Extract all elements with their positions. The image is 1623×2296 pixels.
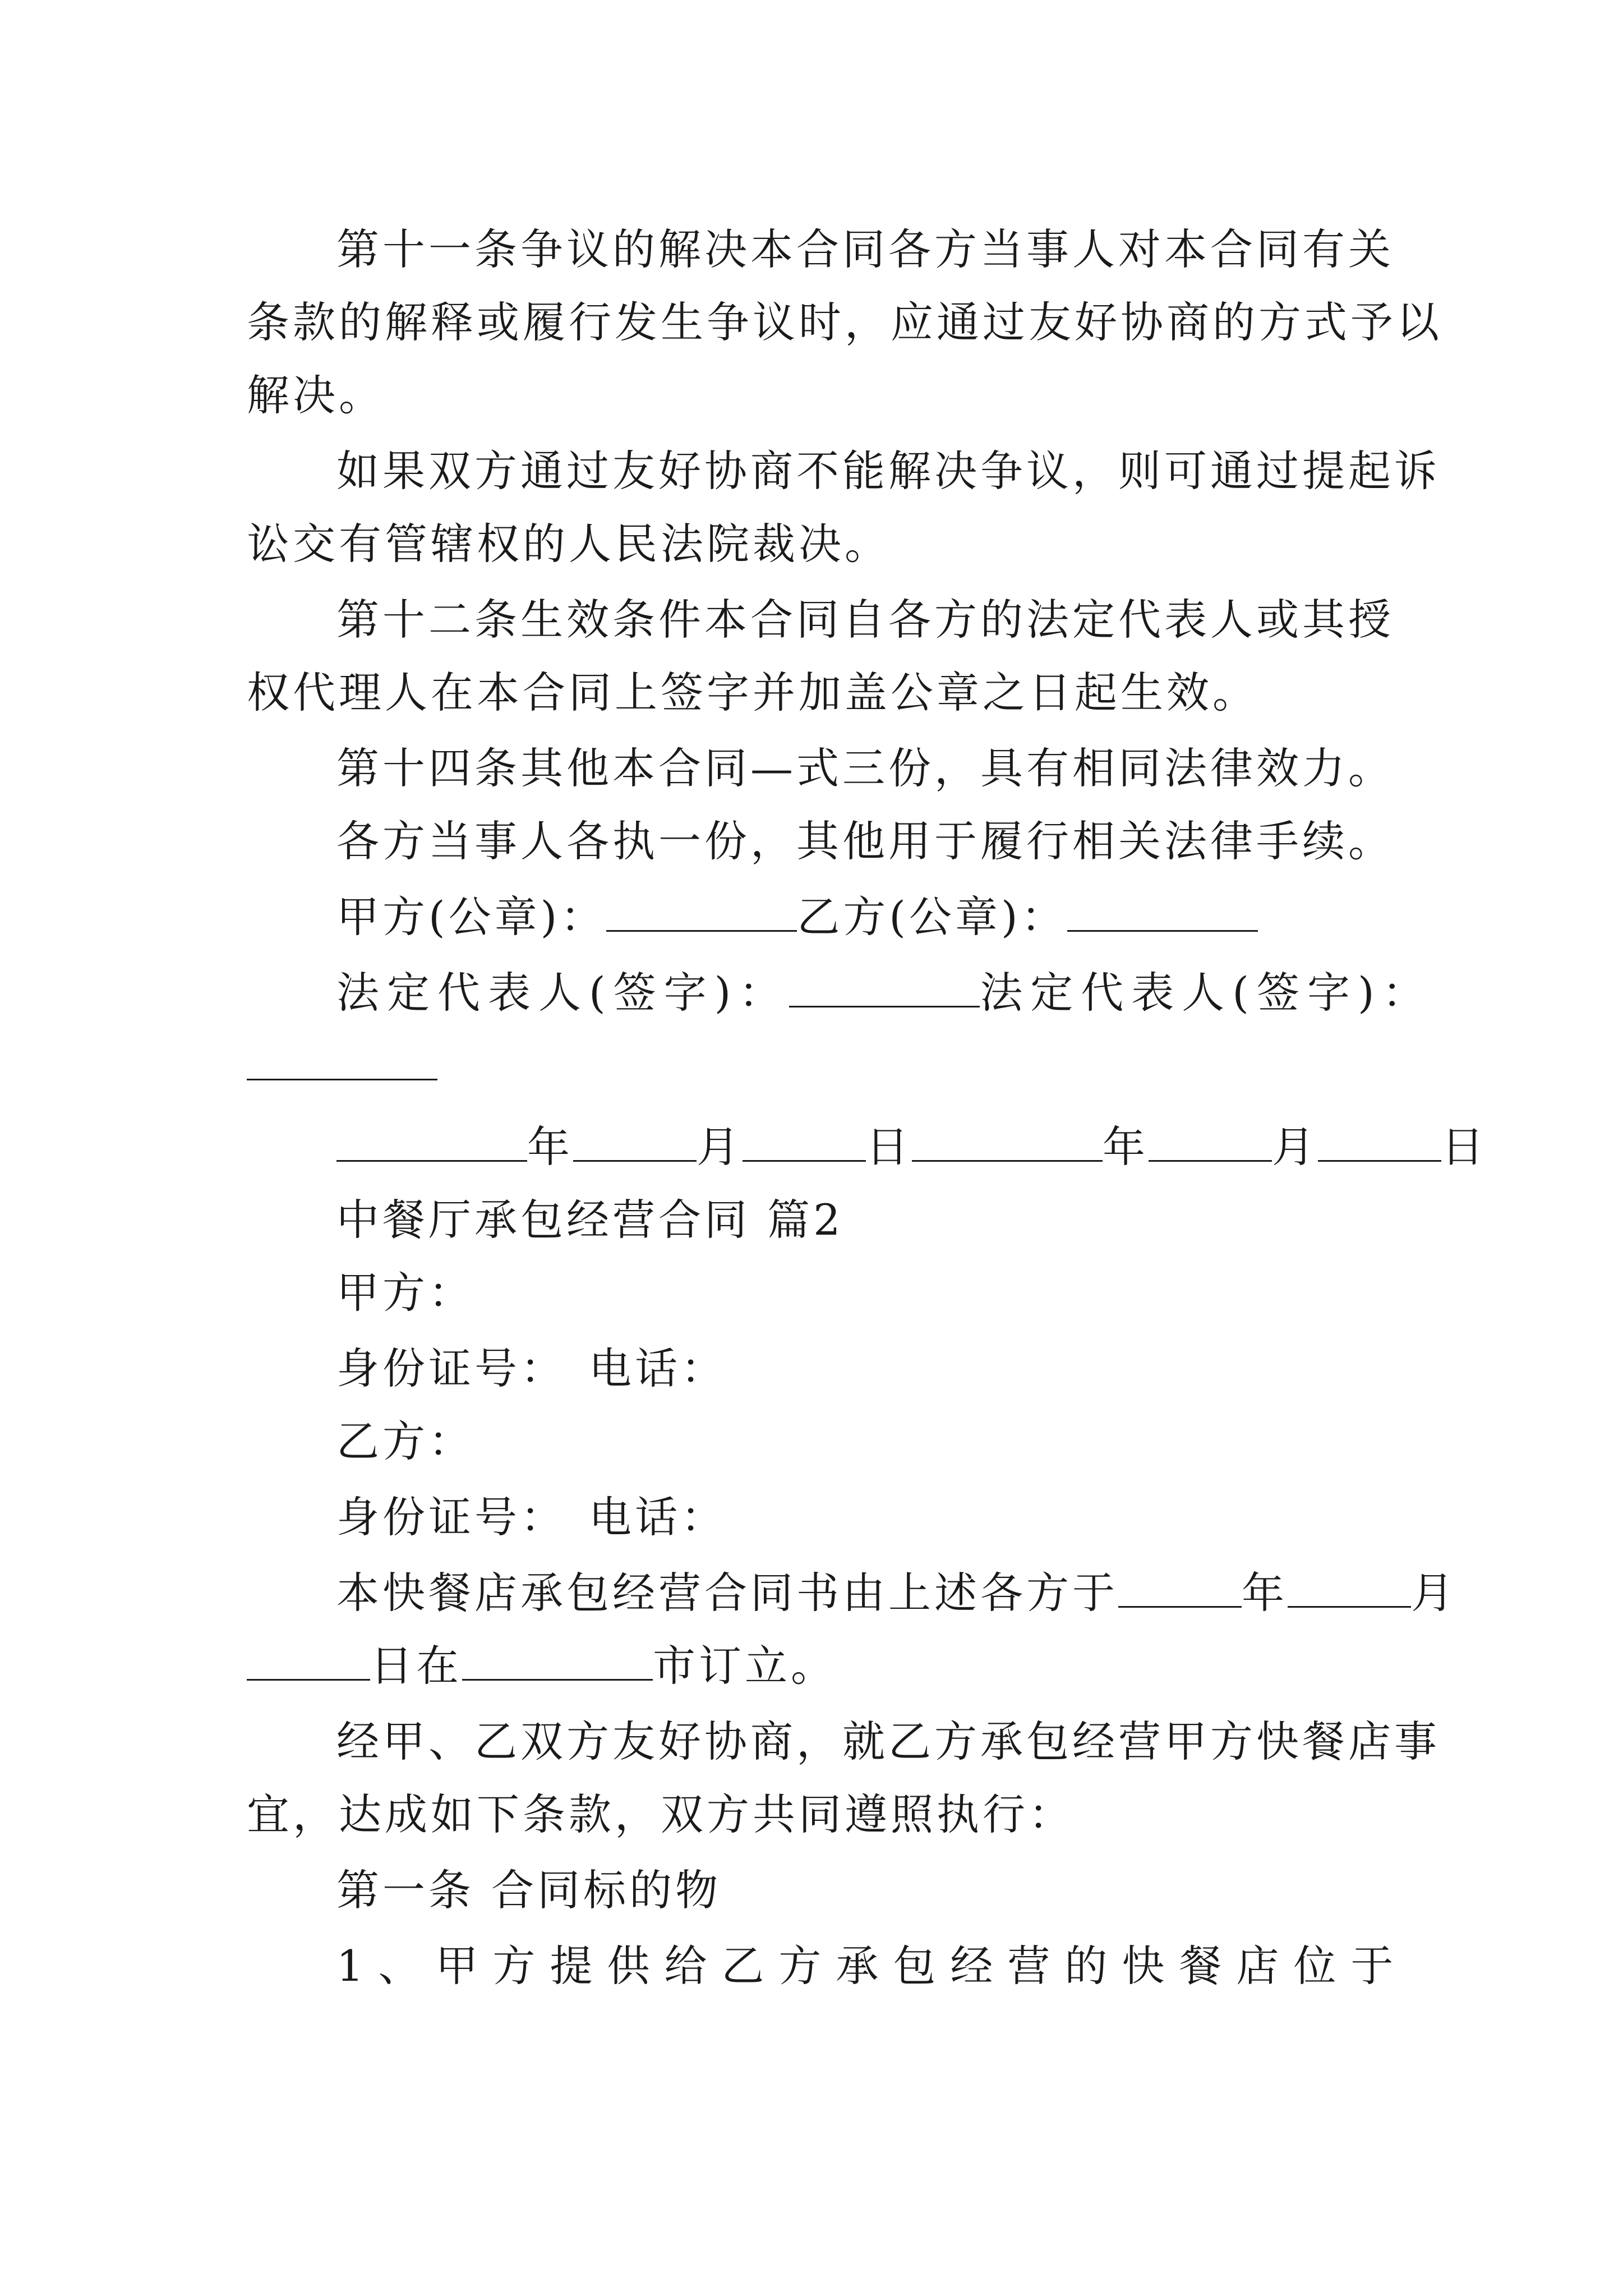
intro-month-blank (1288, 1567, 1411, 1608)
intro-city: 市订立。 (653, 1641, 837, 1691)
seal-line (336, 889, 1380, 951)
paragraph-line: 条款的解释或履行发生争议时，应通过友好协商的方式予以 (247, 297, 1442, 347)
paragraph-line: 各方当事人各执一份，其他用于履行相关法律手续。 (336, 816, 1394, 866)
rep-b-blank-line (247, 1038, 1380, 1099)
article-1-heading: 第一条 合同标的物 (336, 1865, 722, 1915)
party-b-seal-label: 乙方(公章)： (797, 892, 1067, 942)
intro-city-blank (462, 1640, 653, 1681)
paragraph-line: 解决。 (247, 370, 385, 420)
paragraph-line: 经甲、乙双方友好协商，就乙方承包经营甲方快餐店事 (336, 1717, 1440, 1766)
date-a-day-blank (743, 1121, 866, 1162)
date-b-month-blank (1149, 1121, 1272, 1162)
date-a-day: 日 (866, 1122, 912, 1172)
phone-label: 电话： (589, 1492, 727, 1542)
date-b-month: 月 (1272, 1122, 1318, 1172)
date-a-year-blank (336, 1121, 527, 1162)
party-a-seal-label: 甲方(公章)： (336, 892, 607, 942)
intro-line-2 (247, 1638, 1380, 1700)
paragraph-line: 第十一条争议的解决本合同各方当事人对本合同有关 (336, 224, 1394, 274)
id-label: 身份证号： (336, 1343, 566, 1393)
paragraph-line: 权代理人在本合同上签字并加盖公章之日起生效。 (247, 668, 1258, 717)
date-b-day-blank (1318, 1121, 1441, 1162)
rep-b-label: 法定代表人(签字)： (980, 968, 1433, 1018)
date-line (336, 1119, 1487, 1181)
contract2-party-a: 甲方： (336, 1268, 474, 1318)
intro-year: 年 (1242, 1568, 1288, 1618)
party-b-seal-blank (1067, 891, 1258, 932)
date-a-year: 年 (527, 1122, 573, 1172)
party-b-id-line (336, 1489, 1380, 1551)
paragraph-line: 第十四条其他本合同—式三份，具有相同法律效力。 (336, 743, 1394, 793)
paragraph-line: 第十二条生效条件本合同自各方的法定代表人或其授 (336, 595, 1394, 645)
date-b-year-blank (912, 1121, 1103, 1162)
article-1-item-1: 1、甲方提供给乙方承包经营的快餐店位于 (336, 1941, 1408, 1991)
party-a-seal-blank (606, 891, 797, 932)
contract2-party-b: 乙方： (336, 1416, 474, 1466)
party-a-id-line (336, 1341, 1380, 1402)
date-b-day: 日 (1441, 1122, 1487, 1172)
rep-a-label: 法定代表人(签字)： (336, 968, 790, 1018)
rep-b-blank (247, 1039, 437, 1080)
paragraph-line: 宜，达成如下条款，双方共同遵照执行： (247, 1789, 1075, 1839)
date-a-month: 月 (697, 1122, 743, 1172)
id-label: 身份证号： (336, 1492, 566, 1542)
phone-label: 电话： (589, 1343, 727, 1393)
representative-line (336, 965, 1433, 1027)
paragraph-line: 如果双方通过友好协商不能解决争议，则可通过提起诉 (336, 446, 1440, 496)
rep-a-blank (789, 967, 980, 1007)
intro-line-1 (336, 1565, 1457, 1627)
intro-year-blank (1118, 1567, 1242, 1608)
date-b-year: 年 (1103, 1122, 1149, 1172)
intro-day: 日在 (370, 1641, 462, 1691)
intro-day-blank (247, 1640, 370, 1681)
contract2-title: 中餐厅承包经营合同 篇2 (336, 1195, 844, 1245)
intro-text: 本快餐店承包经营合同书由上述各方于 (336, 1568, 1118, 1618)
intro-month: 月 (1411, 1568, 1457, 1618)
paragraph-line: 讼交有管辖权的人民法院裁决。 (247, 519, 891, 569)
date-a-month-blank (573, 1121, 697, 1162)
